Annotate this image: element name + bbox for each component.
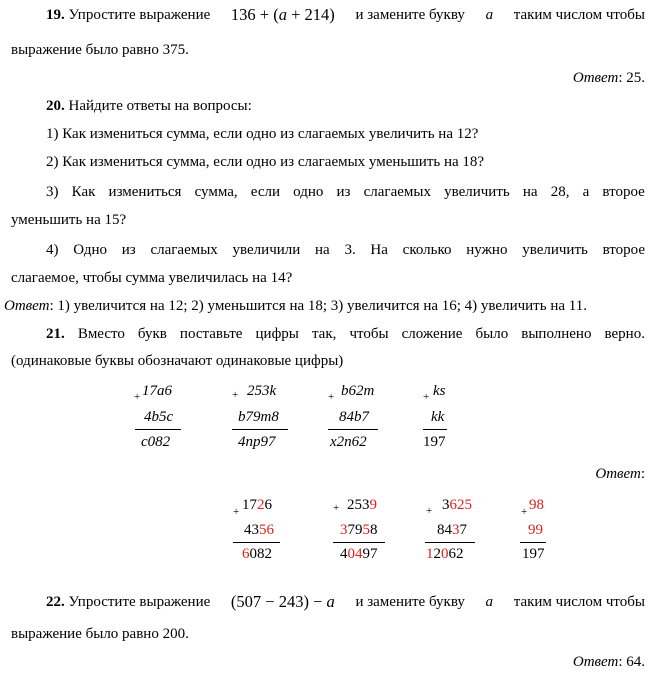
word: 4) [46,242,59,258]
solution-3-result [426,545,464,563]
answer-value: : 1) увеличится на 12; 2) уменьшится на 18; 3) увеличится на 16; 4) увеличить на 11. [49,298,587,314]
digits: 62 [448,546,464,562]
word: поставьте [179,326,243,342]
word: верно. [604,326,645,342]
solved-digit: 625 [449,497,472,513]
word: слагаемых [150,242,218,258]
solution-3-top [442,496,472,514]
problem-20-answer [4,297,587,315]
solved-digit: 3 [340,522,348,538]
puzzle-4-addend: kk [431,409,445,425]
question-2: 2) Как измениться сумма, если одно из слагаемых уменьшить на 18? [46,154,485,170]
expr-variable: a [278,5,287,24]
digits: 7 [459,522,467,538]
problem-21-line-2: (одинаковые буквы обозначают одинаковые цифры) [11,353,344,369]
word: из [121,242,136,258]
sum-line [135,429,181,430]
solution-1-addend [244,521,274,539]
word: цифры [255,326,299,342]
word: слагаемых [363,184,431,200]
digits: 082 [249,546,272,562]
solved-digit: 3 [452,522,460,538]
problem-22-variable: a [485,594,494,610]
word: измениться [108,184,182,200]
solution-1-result [242,545,272,563]
solution-2-result [340,545,378,563]
puzzle-2-addend: b79m8 [238,409,279,425]
problem-22-expression [231,593,335,611]
problem-22-text: Упростите выражение [68,594,211,610]
problem-19-line-1 [46,6,645,24]
problem-22-text: таким числом чтобы [513,594,645,610]
puzzle-4-result: 197 [423,434,446,450]
question-3 [46,183,645,201]
puzzle-3-addend: 84b7 [339,409,369,425]
problem-19-intro [46,6,210,24]
problem-22-answer [573,653,645,671]
digits: 97 [362,546,378,562]
word: чтобы [349,326,389,342]
digits: 79 [347,522,363,538]
word: сколько [402,242,452,258]
problem-19-text: таким числом чтобы [513,7,645,23]
expr-part: (507 − 243) − [230,592,327,611]
word: Как [71,184,96,200]
word: Вместо [77,326,125,342]
expr-variable: a [326,592,335,611]
solution-1-top [242,496,272,514]
digits: 84 [437,522,452,538]
word: одно [293,184,324,200]
plus-sign: + [233,506,240,518]
problem-19-line-2: выражение было равно 375. [11,42,189,58]
solved-digit: 6 [242,546,250,562]
sum-line [425,542,475,543]
problem-21-number: 21. [46,326,65,342]
problem-19-answer [573,69,645,87]
question-4-line-2: слагаемое, чтобы сумма увеличилась на 14? [11,270,293,286]
problem-20-title [46,97,252,115]
problem-21-line-1 [46,325,645,343]
problem-19-text: Упростите выражение [68,7,211,23]
problem-20-number: 20. [46,98,65,114]
plus-sign: + [521,506,528,518]
question-4 [46,241,645,259]
word: сумма, [194,184,238,200]
problem-19-number: 19. [46,7,65,23]
problem-21-answer-label [595,465,645,483]
word: так, [311,326,337,342]
plus-sign: + [333,502,340,514]
solved-digit: 0 [441,546,449,562]
solution-2-top [347,496,377,514]
digits: 2 [433,546,441,562]
solved-digit: 5 [259,522,267,538]
word: увеличили [232,242,301,258]
solution-2-addend [340,521,378,539]
digits: 3 [442,497,450,513]
puzzle-2-top: 253k [247,383,277,399]
problem-20-text: Найдите ответы на вопросы: [68,98,252,114]
answer-colon: : [640,466,645,482]
puzzle-1-addend: 4b5c [144,409,174,425]
word: если [250,184,280,200]
sum-line [333,542,385,543]
expr-part: 136 + ( [230,5,279,24]
plus-sign: + [426,505,433,517]
word: второе [602,242,645,258]
digits: 8 [370,522,378,538]
solution-4-top: 98 [529,497,544,513]
word: из [336,184,351,200]
word: на [522,184,538,200]
solution-4-addend: 99 [528,522,543,538]
word: выполнено [521,326,592,342]
word: букв [137,326,167,342]
digits: 43 [244,522,259,538]
word: нужно [466,242,508,258]
word: было [475,326,509,342]
digits: 17 [242,497,257,513]
word: 3. [344,242,356,258]
puzzle-1-top: 17a6 [142,383,172,399]
puzzle-1-result: c082 [141,434,171,450]
sum-line [423,429,447,430]
puzzle-3-result: x2n62 [330,434,367,450]
answer-label: Ответ [572,70,619,86]
solution-3-addend [437,521,467,539]
question-1: 1) Как измениться сумма, если одно из слагаемых увеличить на 12? [46,126,479,142]
solved-digit: 2 [257,497,265,513]
plus-sign: + [232,389,239,401]
digits: 253 [347,497,370,513]
answer-label: Ответ [572,654,619,670]
word: а [582,184,590,200]
word: второе [602,184,645,200]
problem-22-line-2: выражение было равно 200. [11,626,189,642]
puzzle-2-result: 4np97 [238,434,276,450]
word: увеличить [522,242,588,258]
answer-label: Ответ [595,466,641,482]
solved-digit: 9 [369,497,377,513]
plus-sign: + [328,391,335,403]
digits: 6 [264,497,272,513]
sum-line [520,542,546,543]
solved-digit: 5 [362,522,370,538]
problem-22-text: и замените букву [355,594,465,610]
plus-sign: + [423,391,430,403]
problem-22-number: 22. [46,594,65,610]
answer-value: : 64. [618,654,645,670]
solution-4-result: 197 [522,546,545,562]
word: 28, [550,184,570,200]
expr-part: + 214) [286,5,335,24]
question-3-line-2: уменьшить на 15? [11,212,127,228]
word: На [370,242,388,258]
word: увеличить [444,184,510,200]
answer-label: Ответ [4,298,50,314]
solved-digit: 6 [266,522,274,538]
problem-19-expression [231,6,335,24]
solved-digit: 1 [426,546,434,562]
sum-line [232,429,288,430]
word: 3) [46,184,59,200]
problem-19-text: и замените букву [355,7,465,23]
digits: 4 [340,546,348,562]
sum-line [233,542,280,543]
problem-22-intro [46,593,210,611]
answer-value: : 25. [618,70,645,86]
word: Одно [73,242,108,258]
plus-sign: + [134,391,141,403]
puzzle-3-top: b62m [341,383,375,399]
problem-22-line-1 [46,593,645,611]
problem-19-variable: a [485,7,494,23]
sum-line [328,429,378,430]
solved-digit: 04 [347,546,363,562]
word: на [315,242,330,258]
word: сложение [401,326,463,342]
puzzle-4-top: ks [433,383,446,399]
